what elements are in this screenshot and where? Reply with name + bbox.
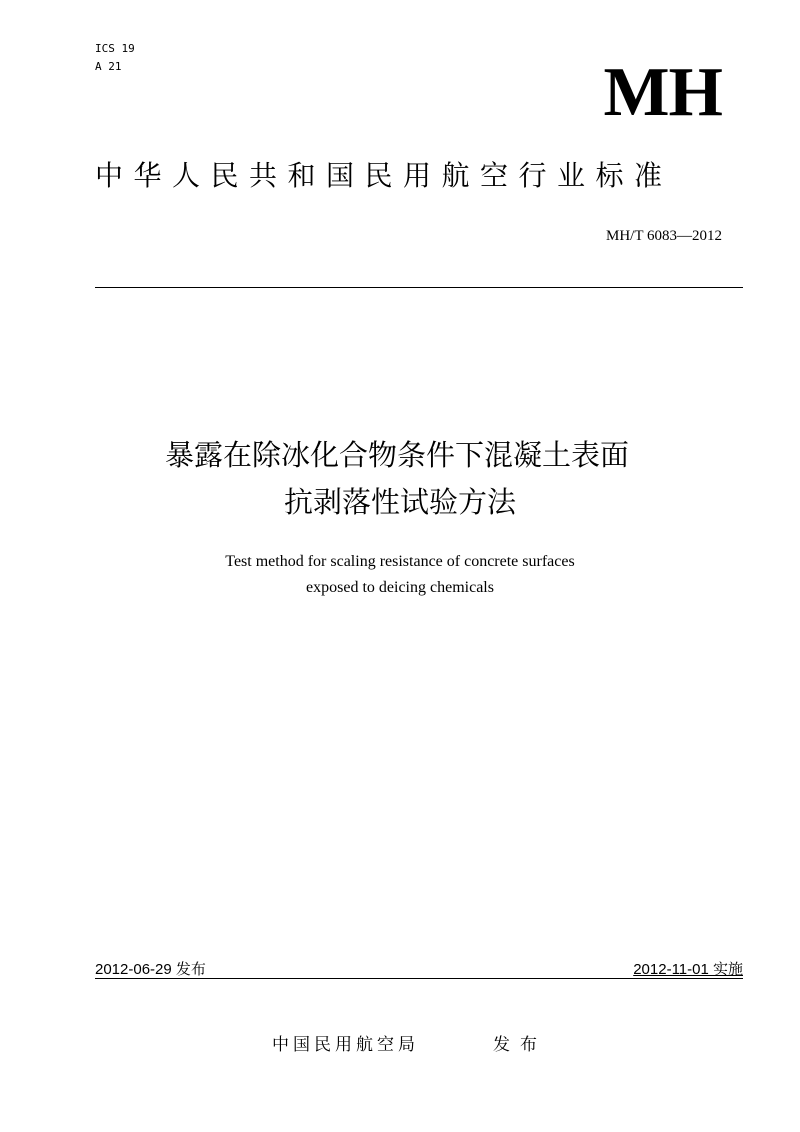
english-title-line-1: Test method for scaling resistance of concrete surfaces bbox=[225, 553, 575, 570]
chinese-title bbox=[0, 432, 800, 526]
bottom-divider bbox=[95, 978, 743, 979]
issuing-authority: 中国民用航空局 bbox=[272, 1035, 419, 1055]
ics-code: ICS 19 bbox=[95, 42, 135, 55]
top-divider bbox=[95, 287, 743, 288]
chinese-title-line-2: 抗剥落性试验方法 bbox=[283, 485, 516, 519]
mh-logo: MH bbox=[603, 54, 722, 131]
ccs-code: A 21 bbox=[95, 60, 122, 73]
standard-code: MH/T 6083—2012 bbox=[606, 228, 722, 244]
chinese-title-line-1: 暴露在除冰化合物条件下混凝土表面 bbox=[164, 438, 629, 472]
classification-codes bbox=[95, 40, 135, 76]
english-title bbox=[0, 549, 800, 601]
english-title-line-2: exposed to deicing chemicals bbox=[306, 579, 494, 596]
publish-date: 2012-06-29 发布 bbox=[95, 961, 206, 978]
issue-label: 发布 bbox=[493, 1035, 547, 1055]
implement-date: 2012-11-01 实施 bbox=[633, 961, 743, 978]
standard-category-title: 中华人民共和国民用航空行业标准 bbox=[95, 159, 673, 192]
